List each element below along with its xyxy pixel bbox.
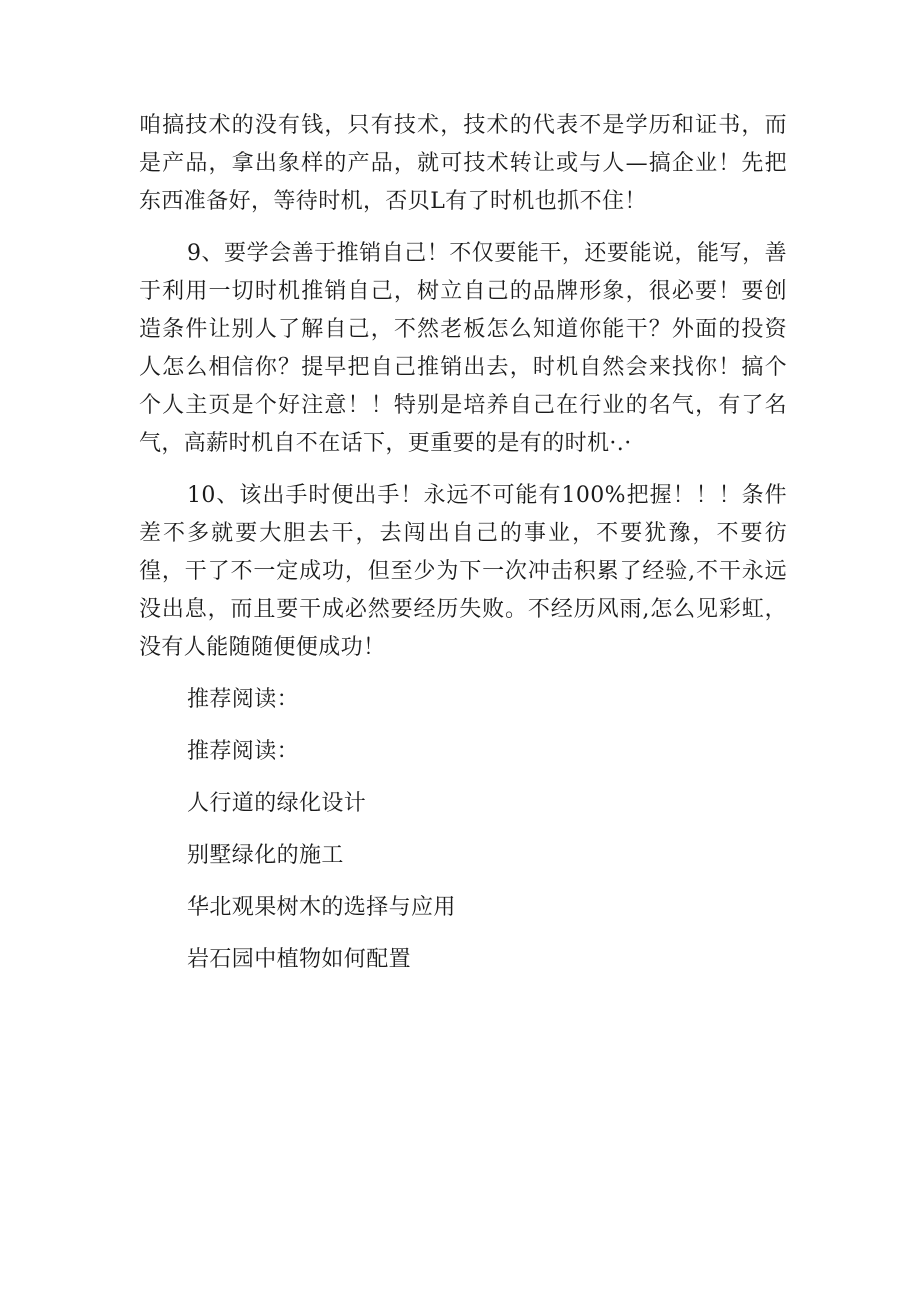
recommend-heading: 推荐阅读： [187,687,300,712]
paragraph-intro: 咱搞技术的没有钱，只有技术，技术的代表不是学历和证书，而是产品，拿出象样的产品，就可技术转让或与人—搞企业！先把东西准备好，等待时机，否贝L有了时机也抓不住！ [139,113,787,214]
recommended-link[interactable]: 别墅绿化的施工 [187,843,344,868]
paragraph-10: 10、该出手时便出手！永远不可能有100%把握！！！条件差不多就要大胆去干，去闯出自己的事业，不要犹豫，不要彷徨，干了不一定成功，但至少为下一次冲击积累了经验,不干永远没出息，而且要干成必然要经历失败。不经历风雨,怎么见彩虹，没有人能随随便便成功！ [139,483,787,660]
recommended-link[interactable]: 华北观果树木的选择与应用 [187,895,456,920]
recommend-heading-repeat: 推荐阅读： [187,739,300,764]
paragraph-9: 9、要学会善于推销自己！不仅要能干，还要能说，能写，善于利用一切时机推销自己，树立自己的品牌形象，很必要！要创造条件让别人了解自己，不然老板怎么知道你能干？外面的投资人怎么相信你？提早把自己推销出去，时机自然会来找你！搞个个人主页是个好注意！！特别是培养自己在行业的名气，有了名气，高薪时机自不在话下，更重要的是有的时机·.· [139,241,787,456]
recommended-link[interactable]: 岩石园中植物如何配置 [187,947,412,972]
recommended-link[interactable]: 人行道的绿化设计 [187,791,367,816]
document-body [139,107,787,993]
